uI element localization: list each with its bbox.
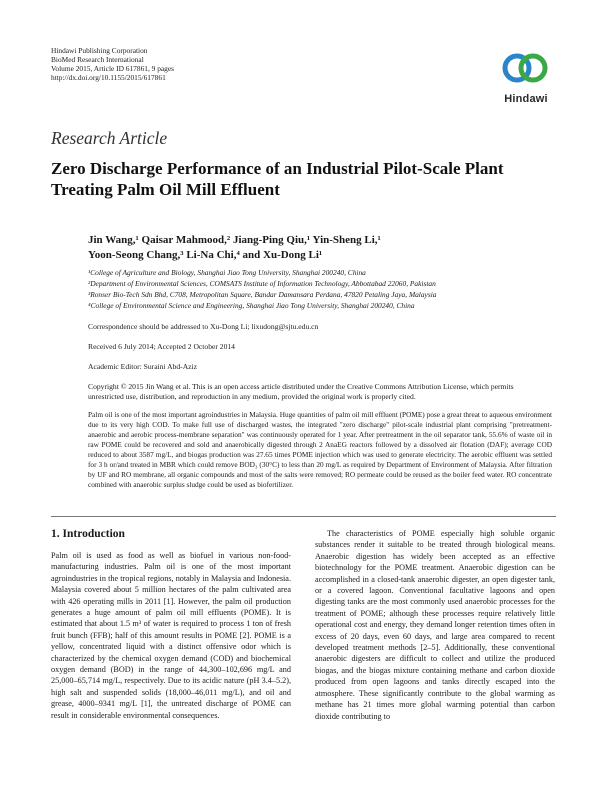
affiliation-item: ²Department of Environmental Sciences, COMSATS Institute of Information Technology, Abbottabad 22060, Pakistan: [88, 279, 436, 288]
doi-link[interactable]: http://dx.doi.org/10.1155/2015/617861: [51, 73, 166, 82]
logo-text: Hindawi: [504, 93, 548, 105]
section-heading: 1. Introduction: [51, 528, 125, 540]
journal-name: BioMed Research International: [51, 55, 144, 64]
author-line-2: Yoon-Seong Chang,³ Li-Na Chi,⁴ and Xu-Dong Li¹: [88, 249, 323, 261]
author-line-1: Jin Wang,¹ Qaisar Mahmood,² Jiang-Ping Qiu,¹ Yin-Sheng Li,¹: [88, 234, 381, 246]
journal-meta: [51, 46, 174, 82]
article-type: Research Article: [51, 128, 168, 148]
body-column-left: [51, 550, 291, 721]
paragraph: The characteristics of POME especially high soluble organic substances render it suitable to be treated through biological means. Anaerobic digestion has widely been accepted as an effective biotechnology for the POME treatment. Anaerobic digestion can be accomplished in a closed-tank anaerobic digester, an open digester tank, or a covered lagoon. Conventional facultative lagoons and open digesting tanks are the most commonly used anaerobic processes for the treatment of POME; although these processes require relatively little operational cost and energy, they demand longer retention times often in excess of 20 days, even 60 days, and large area compared to recent developed treatment methods [2–5]. Additionally, these conventional anaerobic digesters are difficult to collect and utilize the produced biogas, and the biogas mixture containing methane and carbon dioxide produced from open lagoons and tanks directly escaped into the atmosphere. These significantly contribute to the global warming as methane has 21 times more global warming potential than carbon dioxide contributing to: [315, 529, 555, 721]
author-list: [88, 233, 548, 263]
affiliation-item: ⁴College of Environmental Science and Engineering, Shanghai Jiao Tong University, Shanghai 200240, China: [88, 301, 415, 310]
body-column-right: [315, 528, 555, 722]
received-dates: Received 6 July 2014; Accepted 2 October 2014: [88, 342, 235, 351]
article-title: Zero Discharge Performance of an Industrial Pilot-Scale Plant Treating Palm Oil Mill Effluent: [51, 159, 504, 199]
correspondence: Correspondence should be addressed to Xu-Dong Li; lixudong@sjtu.edu.cn: [88, 322, 319, 331]
volume-info: Volume 2015, Article ID 617861, 9 pages: [51, 64, 175, 73]
affiliation-list: [88, 267, 568, 311]
affiliation-item: ³Ronser Bio-Tech Sdn Bhd, C708, Metropolitan Square, Bandar Damansara Perdana, 47820 Petaling Jaya, Malaysia: [88, 290, 437, 299]
paragraph: Palm oil is used as food as well as biofuel in various non-food-manufacturing industries. Palm oil is one of the most important agroindustries in the tropical regions, notably in Malaysia and Indonesia. Malaysia covered about 5 million hectares of the palm cultivated area with 426 operating mills in 2011 [1]. However, the palm oil production generates a huge amount of palm oil mill effluents (POME). It is estimated that about 1.5 m³ of water is required to process 1 ton of fresh fruit bunch (FFB); half of this amount results in POME [2]. POME is a yellow, concentrated liquid with a distinct offensive odor which is characterized by the chemical oxygen demand (COD) and biochemical oxygen demand (BOD) in the range of 44,300–102,696 mg/L and 25,000–65,714 mg/L, respectively. Due to its acidic nature (pH 3.4–5.2), high salt and suspended solids (18,000–46,011 mg/L), and oil and grease, 4000–9341 mg/L [1], the untreated discharge of POME can result in considerable environmental consequences.: [51, 551, 291, 720]
copyright-notice: Copyright © 2015 Jin Wang et al. This is an open access article distributed under the Creative Commons Attribution License, which permits unrestricted use, distribution, and reproduction in any medium, provided the original work is properly cited.: [88, 382, 514, 401]
section-divider: [51, 516, 556, 517]
affiliation-item: ¹College of Agriculture and Biology, Shanghai Jiao Tong University, Shanghai 200240, China: [88, 268, 366, 277]
academic-editor: Academic Editor: Suraini Abd-Aziz: [88, 362, 198, 371]
abstract: Palm oil is one of the most important agroindustries in Malaysia. Huge quantities of palm oil mill effluent (POME) pose a great threat to aqueous environment due to its very high COD. To make full use of discharged wastes, the integrated "zero discharge" pilot-scale industrial plant comprising "pretreatment-anaerobic and aerobic process-membrane separation" was continuously operated for 1 year. After pretreatment in the oil separator tank, 55.6% of waste oil in raw POME could be recovered and sold and anaerobically digested through 2 AnaEG reactors followed by a dissolved air flotation (DAF); average COD reduced to about 3587 mg/L, and biogas production was 27.65 times POME injection which was used to generate electricity. The aerobic effluent was settled for 3 h or/and treated in MBR which could remove BOD₃ (30°C) to less than 20 mg/L as required by Department of Environment of Malaysia. After filtration by UF and RO membrane, all organic compounds and most of the salts were removed; RO permeate could be reused as the boiler feed water. RO concentrate combined with anaerobic surplus sludge could be used as biofertilizer.: [88, 410, 552, 489]
publisher: Hindawi Publishing Corporation: [51, 46, 148, 55]
